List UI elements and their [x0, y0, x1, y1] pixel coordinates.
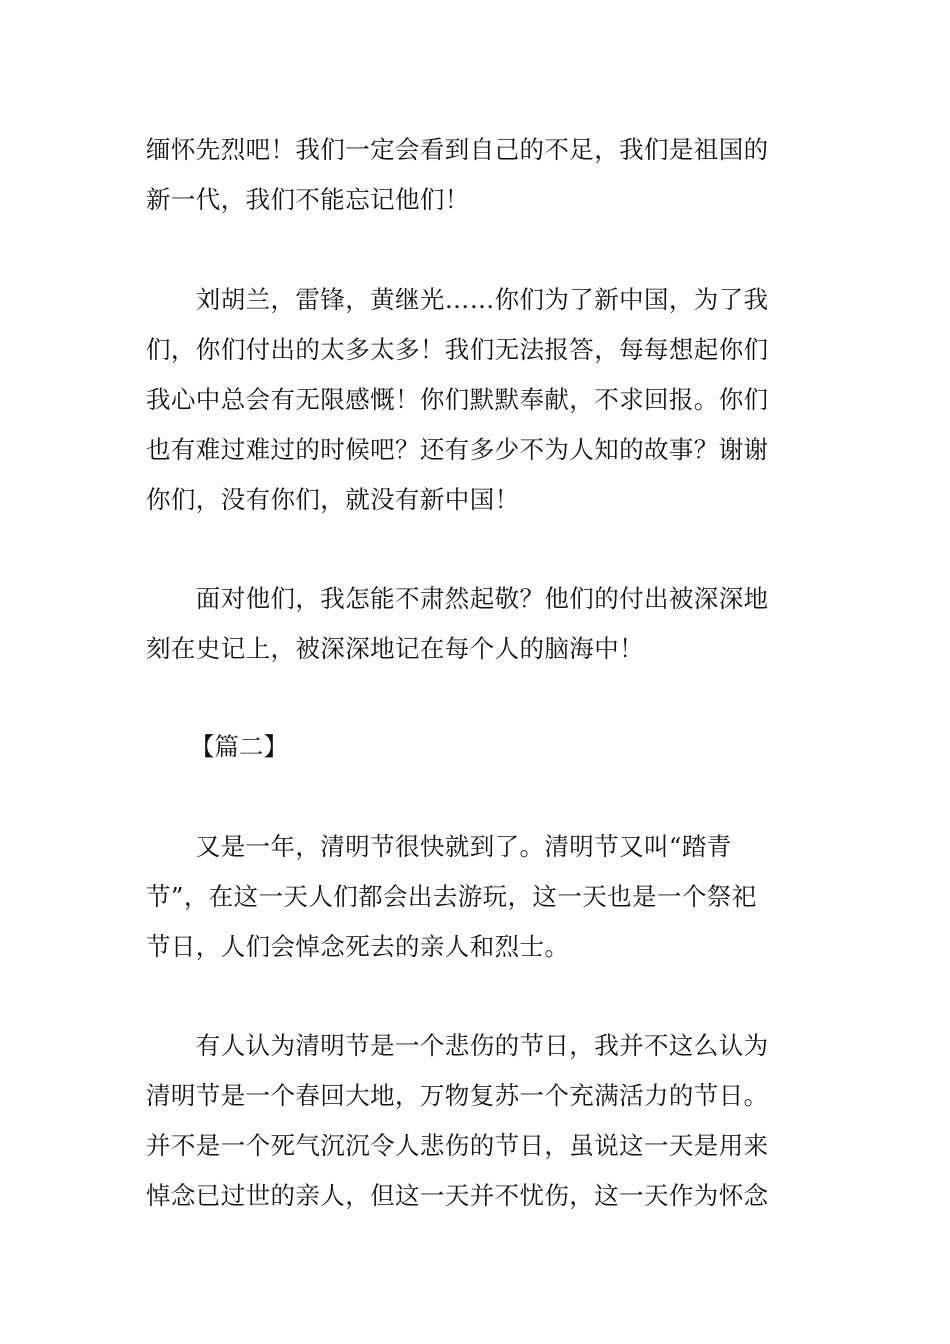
text-line: 有人认为清明节是一个悲伤的节日，我并不这么认为: [146, 1031, 769, 1060]
text-line: 并不是一个死气沉沉令人悲伤的节日，虽说这一天是用来: [146, 1131, 769, 1160]
paragraph-4: [146, 822, 806, 972]
text-line: 面对他们，我怎能不肃然起敬？他们的付出被深深地: [146, 584, 769, 613]
text-line: 节日，人们会悼念死去的亲人和烈士。: [146, 932, 570, 961]
text-line: 悼念已过世的亲人，但这一天并不忧伤，这一天作为怀念: [146, 1181, 769, 1210]
paragraph-1: [146, 125, 806, 225]
text-line: 新一代，我们不能忘记他们！: [146, 185, 470, 214]
text-line: 清明节是一个春回大地，万物复苏一个充满活力的节日。: [146, 1081, 769, 1110]
text-line: 刘胡兰，雷锋，黄继光……你们为了新中国，为了我: [146, 285, 769, 314]
text-line: 又是一年，清明节很快就到了。清明节又叫“踏青: [146, 832, 732, 861]
paragraph-2: [146, 275, 806, 525]
paragraph-5: [146, 1021, 806, 1221]
text-line: 也有难过难过的时候吧？还有多少不为人知的故事？谢谢: [146, 435, 769, 464]
paragraph-3: [146, 574, 806, 674]
section-heading: 【篇二】: [190, 732, 288, 761]
text-line: 们，你们付出的太多太多！我们无法报答，每每想起你们: [146, 335, 769, 364]
text-line: 你们，没有你们，就没有新中国！: [146, 485, 520, 514]
text-line: 节”，在这一天人们都会出去游玩，这一天也是一个祭祀: [146, 882, 757, 911]
text-line: 缅怀先烈吧！我们一定会看到自己的不足，我们是祖国的: [146, 135, 769, 164]
text-line: 我心中总会有无限感慨！你们默默奉献，不求回报。你们: [146, 385, 769, 414]
text-line: 刻在史记上，被深深地记在每个人的脑海中！: [146, 634, 644, 663]
